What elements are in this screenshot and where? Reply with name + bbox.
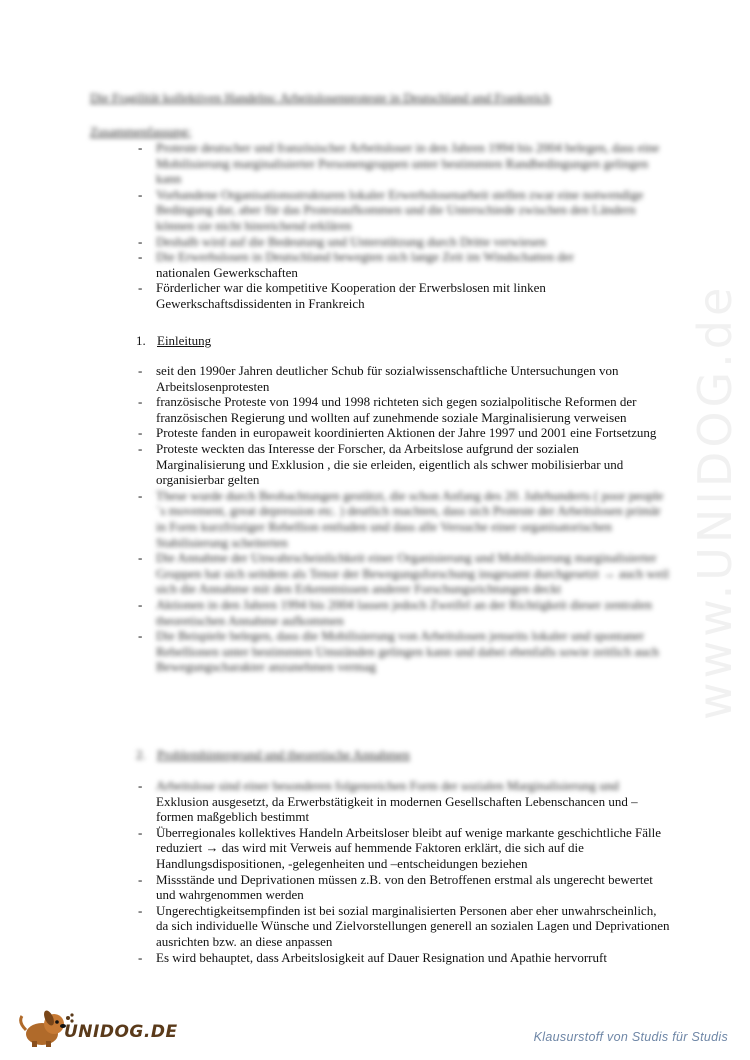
section-number: 2.	[136, 747, 146, 762]
list-item	[90, 249, 670, 280]
bullet-dash: -	[138, 363, 143, 378]
list-item-text: Ungerechtigkeitsempfinden ist bei sozial marginalisierten Personen aber eher unwahrscheinlich, da sich individuelle Wünsche und Zielvorstellungen generell an sozialen Lagen und Deprivationen ausrichten bzw. an diese anpassen	[156, 902, 670, 949]
bullet-dash: -	[138, 186, 143, 202]
list-item	[90, 825, 670, 872]
list-item-text: Die Annahme der Unwahrscheinlichkeit einer Organisierung und Mobilisierung marginalisierter Gruppen hat sich seitdem als Tenor der Bewegungsforschung insgesamt durchgesetzt → auch weil sich die Annahme mit den Erkenntnissen anderer Forschungsrichtungen deckt	[156, 550, 669, 597]
section-title: Problemhintergrund und theoretische Annahmen	[157, 747, 410, 762]
bullet-dash: -	[138, 440, 143, 456]
problem-list	[90, 778, 670, 965]
list-item-text: Proteste deutscher und französischer Arbeitsloser in den Jahren 1994 bis 2004 belegen, dass eine Mobilisierung marginalisierter Personengruppen unter bestimmten Randbedingungen gelingen kann	[156, 140, 660, 187]
list-item-text: Die Beispiele belegen, dass die Mobilisierung von Arbeitslosen jenseits lokaler und spontaner Rebellionen unter bestimmten Umständen gelingen kann und dabei ebenfalls sowie zeitlich auch Bewegungscharakter anzunehmen vermag	[156, 628, 659, 675]
footer-tagline: Klausurstoff von Studis für Studis	[533, 1030, 728, 1044]
section-number: 1.	[136, 333, 146, 348]
list-item-text: Es wird behauptet, dass Arbeitslosigkeit auf Dauer Resignation und Apathie hervorruft	[156, 949, 607, 965]
list-item-text: Proteste weckten das Interesse der Forscher, da Arbeitslose aufgrund der sozialen Marginalisierung und Exklusion , die sie erleiden, eigentlich als schwer mobilisierbar und organisierbar gelten	[156, 440, 624, 488]
list-item	[90, 394, 670, 425]
bullet-dash: -	[138, 550, 143, 566]
bullet-dash: -	[138, 824, 143, 840]
list-item-text: seit den 1990er Jahren deutlicher Schub für sozialwissenschaftliche Untersuchungen von Arbeitslosenprotesten	[156, 363, 619, 394]
list-item	[90, 187, 670, 234]
bullet-dash: -	[138, 280, 143, 296]
summary-heading: Zusammenfassung:	[90, 124, 192, 139]
list-item	[90, 140, 670, 187]
list-item-text: Deshalb wird auf die Bedeutung und Unterstützung durch Dritte verwiesen	[156, 233, 547, 249]
bullet-dash: -	[138, 871, 143, 887]
list-item	[90, 597, 670, 628]
list-item-text: Arbeitslose sind einer besonderen folgenreichen Form der sozialen Marginalisierung und	[156, 778, 619, 793]
side-watermark: www.UNIDOG.de	[688, 283, 742, 720]
list-item-text: Förderlicher war die kompetitive Kooperation der Erwerbslosen mit linken Gewerkschaftsdissidenten in Frankreich	[156, 280, 546, 311]
document-title: Die Fragilität kollektiven Handelns: Arbeitslosenproteste in Deutschland und Frankreich	[90, 90, 551, 105]
list-item	[90, 363, 670, 394]
bullet-dash: -	[138, 249, 143, 265]
bullet-dash: -	[138, 628, 143, 644]
section-title: Einleitung	[157, 333, 212, 348]
bullet-dash: -	[138, 902, 143, 918]
list-item-text: Proteste fanden in europaweit koordinierten Aktionen der Jahre 1997 und 2001 eine Fortsetzung	[156, 425, 657, 441]
list-item-text: Die Erwerbslosen in Deutschland bewegten sich lange Zeit im Windschatten der	[156, 249, 574, 265]
section-heading-introduction	[136, 333, 211, 349]
bullet-dash: -	[138, 425, 143, 441]
list-item	[90, 280, 670, 311]
list-item	[90, 778, 670, 825]
list-item-text: Vorhandene Organisationsstrukturen lokaler Erwerbslosenarbeit stellen zwar eine notwendige Bedingung dar, aber für das Protestaufkommen und die Unterschiede zwischen den Ländern können sie nicht hinreichend erklären	[156, 186, 644, 233]
list-item	[90, 950, 670, 966]
list-item	[90, 488, 670, 550]
list-item	[90, 872, 670, 903]
summary-list	[90, 140, 670, 312]
list-item	[90, 550, 670, 597]
bullet-dash: -	[138, 140, 143, 155]
list-item	[90, 628, 670, 675]
bullet-dash: -	[138, 596, 143, 612]
section-heading-problem	[136, 747, 410, 763]
list-item	[90, 903, 670, 950]
list-item-text: Überregionales kollektives Handeln Arbeitsloser bleibt auf wenige markante geschichtliche Fälle reduziert → das wird mit Verweis auf hemmende Faktoren erklärt, die sich auf die Handlungsdispositionen, -gelegenheiten und –entscheidungen beziehen	[156, 824, 662, 871]
list-item	[90, 234, 670, 250]
bullet-dash: -	[138, 949, 143, 965]
list-item-continuation: nationalen Gewerkschaften	[156, 264, 298, 280]
list-item-text: Missstände und Deprivationen müssen z.B. von den Betroffenen erstmal als ungerecht bewertet und wahrgenommen werden	[156, 871, 653, 903]
bullet-dash: -	[138, 487, 143, 503]
list-item	[90, 441, 670, 488]
logo-text: UNIDOG.DE	[64, 1022, 178, 1042]
list-item-continuation: Exklusion ausgesetzt, da Erwerbstätigkeit in modernen Gesellschaften Lebenschancen und –formen maßgeblich bestimmt	[156, 793, 638, 825]
list-item-text: These wurde durch Beobachtungen gestützt, die schon Anfang des 20. Jahrhunderts ( poor people´s movement, great depression etc. ) deutlich machten, dass sich Proteste der Arbeitslosen primär in Form kurzfristiger Rebellion entluden und dass alle Versuche einer organisatorischen Stabilisierung scheiterten	[156, 487, 664, 550]
introduction-list	[90, 363, 670, 675]
bullet-dash: -	[138, 778, 143, 793]
list-item	[90, 425, 670, 441]
list-item-text: französische Proteste von 1994 und 1998 richteten sich gegen sozialpolitische Reformen der französischen Regierung und wollten auf zunehmende soziale Marginalisierung verweisen	[156, 394, 637, 425]
list-item-text: Aktionen in den Jahren 1994 bis 2004 lassen jedoch Zweifel an der Richtigkeit dieser zentralen theoretischen Annahme aufkommen	[156, 596, 653, 628]
bullet-dash: -	[138, 394, 143, 410]
bullet-dash: -	[138, 233, 143, 249]
